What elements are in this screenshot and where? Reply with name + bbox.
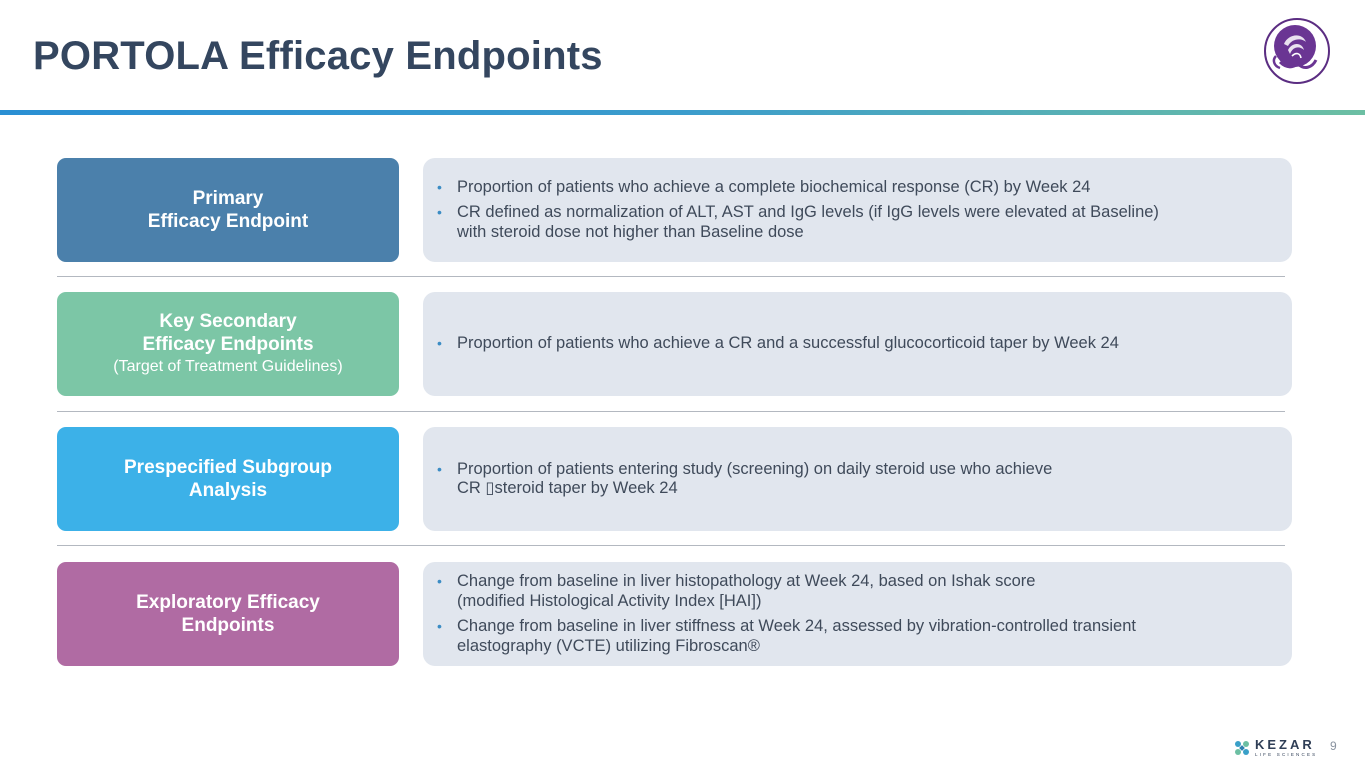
rose-icon	[1262, 16, 1332, 86]
bullet-dot-icon: •	[437, 204, 442, 221]
endpoint-label-line: Prespecified Subgroup	[124, 457, 332, 478]
endpoint-description	[423, 292, 1292, 396]
bullet-dot-icon: •	[437, 618, 442, 634]
bullet-item	[437, 334, 1262, 354]
row-divider	[57, 276, 1285, 277]
endpoint-description	[423, 427, 1292, 531]
brand-name: KEZAR	[1255, 737, 1315, 753]
row-divider	[57, 411, 1285, 412]
page-title: PORTOLA Efficacy Endpoints	[33, 34, 603, 78]
endpoint-label-primary	[57, 158, 399, 262]
endpoint-row-key-secondary	[57, 292, 1292, 396]
endpoint-label-line: Analysis	[188, 480, 268, 501]
bullet-text: Proportion of patients entering study (screening) on daily steroid use who achieve CR ▯steroid taper by Week 24	[457, 459, 1053, 497]
endpoint-label-line: Exploratory Efficacy	[136, 592, 320, 613]
bullet-item	[437, 178, 1262, 198]
bullet-dot-icon: •	[437, 573, 442, 589]
row-divider	[57, 545, 1285, 546]
kezar-mark-icon	[1234, 740, 1250, 756]
endpoint-label-line: Primary	[192, 188, 264, 209]
bullet-dot-icon: •	[437, 335, 442, 352]
endpoint-row-exploratory	[57, 562, 1292, 666]
bullet-item	[437, 203, 1262, 242]
endpoint-description	[423, 562, 1292, 666]
endpoint-label-line: Endpoints	[181, 615, 275, 636]
page-number: 9	[1330, 739, 1337, 753]
bullet-text: Proportion of patients who achieve a complete biochemical response (CR) by Week 24	[457, 177, 1091, 196]
bullet-text: Change from baseline in liver histopathology at Week 24, based on Ishak score (modified Histological Activity Index [HAI])	[457, 572, 1036, 610]
endpoint-label-subtitle: (Target of Treatment Guidelines)	[113, 358, 343, 375]
header-rule	[0, 110, 1365, 115]
endpoint-label-subgroup	[57, 427, 399, 531]
endpoint-row-primary	[57, 158, 1292, 262]
endpoint-description	[423, 158, 1292, 262]
bullet-text: CR defined as normalization of ALT, AST and IgG levels (if IgG levels were elevated at Baseline) with steroid dose not higher than Baseline dose	[457, 203, 1159, 241]
bullet-item	[437, 460, 1262, 499]
bullet-item	[437, 617, 1262, 656]
bullet-item	[437, 572, 1262, 611]
bullet-text: Proportion of patients who achieve a CR and a successful glucocorticoid taper by Week 24	[457, 334, 1119, 353]
bullet-text: Change from baseline in liver stiffness at Week 24, assessed by vibration-controlled transient elastography (VCTE) utilizing Fibroscan®	[457, 617, 1136, 655]
endpoint-label-key-secondary	[57, 292, 399, 396]
endpoint-label-exploratory	[57, 562, 399, 666]
endpoint-label-line: Efficacy Endpoints	[142, 334, 314, 355]
bullet-dot-icon: •	[437, 178, 442, 195]
kezar-logo	[1234, 736, 1324, 760]
brand-subtitle: LIFE SCIENCES	[1255, 752, 1318, 758]
bullet-dot-icon: •	[437, 460, 442, 477]
endpoint-row-subgroup	[57, 427, 1292, 531]
endpoint-label-line: Efficacy Endpoint	[147, 211, 309, 232]
endpoint-label-line: Key Secondary	[159, 311, 297, 332]
